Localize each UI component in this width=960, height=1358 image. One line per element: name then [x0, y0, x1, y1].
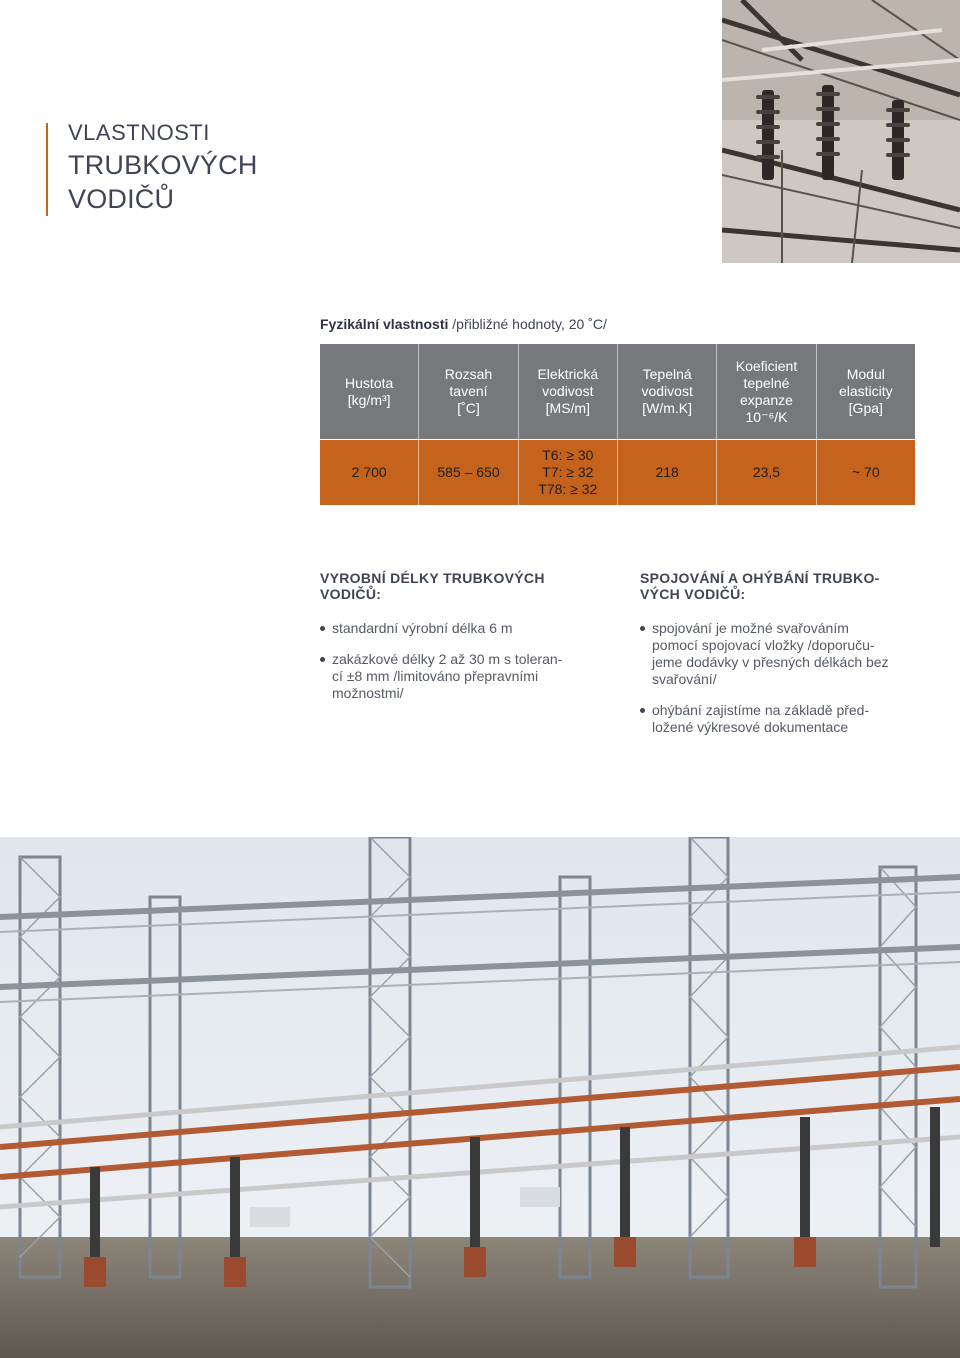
list-item: standardní výrobní délka 6 m — [320, 620, 610, 637]
joining-bending-section — [640, 570, 930, 750]
table-value-row — [320, 440, 915, 505]
value-density: 2 700 — [320, 440, 419, 505]
caption-rest: /přibližné hodnoty, 20 ˚C/ — [448, 316, 607, 332]
production-lengths-list — [320, 620, 610, 702]
table-caption — [320, 316, 607, 332]
value-melting-range: 585 – 650 — [419, 440, 518, 505]
table-header-row — [320, 344, 915, 439]
joining-bending-heading: SPOJOVÁNÍ A OHÝBÁNÍ TRUBKO- VÝCH VODIČŮ: — [640, 570, 880, 602]
production-lengths-section — [320, 570, 610, 716]
top-photo-insulators — [722, 0, 960, 263]
list-item: ohýbání zajistíme na základě před- ložené výkresové dokumentace — [640, 702, 930, 736]
header-density: Hustota [kg/m³] — [320, 344, 419, 439]
header-elastic-modulus: Modul elasticity [Gpa] — [838, 366, 893, 416]
value-thermal-conductivity: 218 — [618, 440, 717, 505]
value-electrical-conductivity: T6: ≥ 30 T7: ≥ 32 T78: ≥ 32 — [519, 440, 618, 505]
header-electrical-conductivity: Elektrická vodivost [MS/m] — [519, 344, 618, 439]
production-lengths-heading: VYROBNÍ DÉLKY TRUBKOVÝCH VODIČŮ: — [320, 570, 545, 602]
value-elastic-modulus: ~ 70 — [851, 464, 880, 480]
bottom-photo-substation — [0, 837, 960, 1358]
caption-bold: Fyzikální vlastnosti — [320, 316, 449, 332]
value-thermal-expansion: 23,5 — [717, 440, 816, 505]
page-title — [68, 118, 258, 216]
header-melting-range: Rozsah tavení [˚C] — [419, 344, 518, 439]
title-line-2: TRUBKOVÝCH — [68, 150, 258, 180]
header-thermal-expansion: Koeficient tepelné expanze 10⁻⁶/K — [717, 344, 816, 439]
title-line-1: VLASTNOSTI — [68, 120, 210, 145]
list-item: spojování je možné svařováním pomocí spojovací vložky /doporuču- jeme dodávky v přesných délkách bez svařování/ — [640, 620, 930, 688]
joining-bending-list — [640, 620, 930, 736]
properties-table — [320, 344, 915, 505]
title-accent-bar — [46, 123, 48, 216]
title-line-3: VODIČŮ — [68, 184, 175, 214]
list-item: zakázkové délky 2 až 30 m s toleran- cí ±8 mm /limitováno přepravními možnostmi/ — [320, 651, 610, 702]
header-thermal-conductivity: Tepelná vodivost [W/m.K] — [618, 344, 717, 439]
